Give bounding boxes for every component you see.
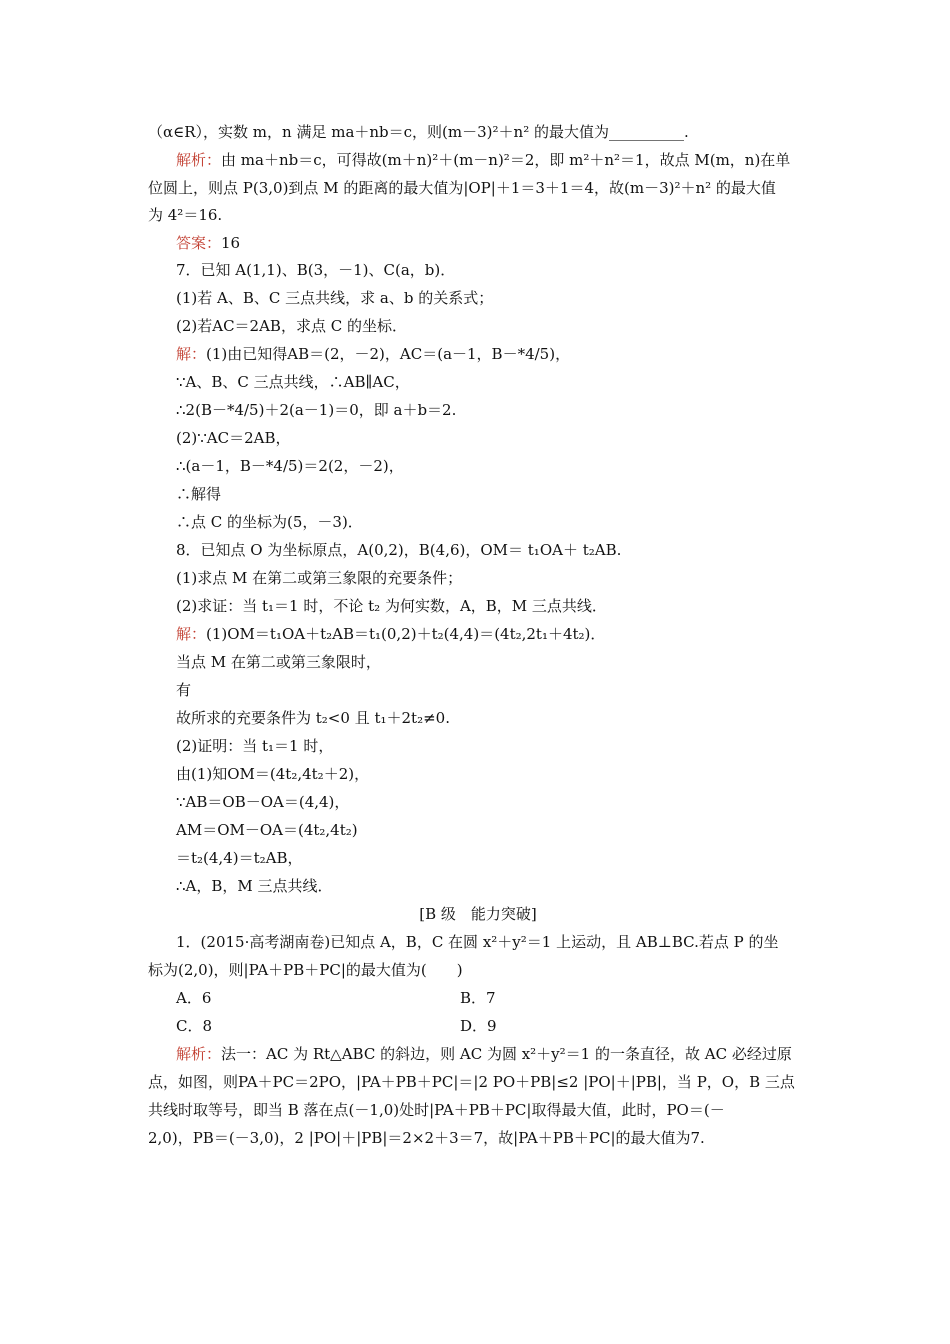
text-line: ∴(a－1，B－*4/5)＝2(2，－2)， — [176, 457, 404, 475]
text-line: ＝t₂(4,4)＝t₂AB， — [176, 849, 303, 867]
text-line: 8．已知点 O 为坐标原点，A(0,2)，B(4,6)，OM＝ t₁OA＋ t₂AB. — [176, 541, 622, 559]
solution-label: 解析： — [176, 1045, 222, 1063]
solution-label: 解： — [176, 625, 207, 643]
text-line: ∴2(B－*4/5)＋2(a－1)＝0，即 a＋b＝2. — [176, 401, 457, 419]
text-line: 共线时取等号，即当 B 落在点(－1,0)处时|PA＋PB＋PC|取得最大值，此时，PO＝(－ — [148, 1101, 725, 1119]
text-line: 答案：16 — [176, 234, 241, 252]
text-line: 有 — [176, 681, 192, 699]
text-line: 解：(1)由已知得AB＝(2，－2)，AC＝(a－1，B－*4/5)， — [176, 345, 571, 363]
answer-label: 答案： — [176, 234, 222, 252]
text-line: 为 4²＝16. — [148, 206, 223, 224]
text-line: (2)求证：当 t₁＝1 时，不论 t₂ 为何实数，A，B，M 三点共线． — [176, 597, 607, 615]
option-c: C．8 — [176, 1017, 213, 1035]
text-line: (1)若 A、B、C 三点共线，求 a、b 的关系式； — [176, 289, 494, 307]
text-line: 7．已知 A(1,1)、B(3，－1)、C(a，b)． — [176, 261, 456, 279]
text-line: AM＝OM－OA＝(4t₂,4t₂) — [176, 821, 358, 839]
text-line: ∴A，B，M 三点共线． — [176, 877, 333, 895]
text-line: 故所求的充要条件为 t₂<0 且 t₁＋2t₂≠0. — [176, 709, 450, 727]
text-line: ∵A、B、C 三点共线，∴AB∥AC， — [176, 373, 410, 391]
text-line: （α∈R），实数 m，n 满足 ma＋nb＝c，则(m－3)²＋n² 的最大值为__________. — [148, 123, 689, 141]
text-line: 解：(1)OM＝t₁OA＋t₂AB＝t₁(0,2)＋t₂(4,4)＝(4t₂,2t₁＋4t₂)． — [176, 625, 606, 643]
text-line: (2)证明：当 t₁＝1 时， — [176, 737, 334, 755]
question-line: 标为(2,0)，则|PA＋PB＋PC|的最大值为( ) — [148, 961, 463, 979]
text-line: ∴点 C 的坐标为(5，－3)． — [176, 513, 363, 531]
text-line: 由(1)知OM＝(4t₂,4t₂＋2)， — [176, 765, 370, 783]
text-line: 位圆上，则点 P(3,0)到点 M 的距离的最大值为|OP|＋1＝3＋1＝4，故(m－3)²＋n² 的最大值 — [148, 179, 776, 197]
solution-label: 解： — [176, 345, 207, 363]
text-line: 解析：由 ma＋nb＝c，可得故(m＋n)²＋(m－n)²＝2，即 m²＋n²＝1，故点 M(m，n)在单 — [176, 151, 791, 169]
text-line: ∵AB＝OB－OA＝(4,4)， — [176, 793, 350, 811]
option-b: B．7 — [460, 989, 496, 1007]
text-line: (1)求点 M 在第二或第三象限的充要条件； — [176, 569, 463, 587]
option-d: D．9 — [460, 1017, 497, 1035]
text-line: (2)若AC＝2AB，求点 C 的坐标． — [176, 317, 407, 335]
text-line: 解析：法一：AC 为 Rt△ABC 的斜边，则 AC 为圆 x²＋y²＝1 的一条直径，故 AC 必经过原 — [176, 1045, 792, 1063]
solution-label: 解析： — [176, 151, 222, 169]
text-line: 当点 M 在第二或第三象限时， — [176, 653, 381, 671]
text-line: 点，如图，则PA＋PC＝2PO，|PA＋PB＋PC|＝|2 PO＋PB|≤2 |PO|＋|PB|，当 P，O，B 三点 — [148, 1073, 795, 1091]
text-line: (2)∵AC＝2AB， — [176, 429, 291, 447]
question-line: 1．(2015·高考湖南卷)已知点 A，B，C 在圆 x²＋y²＝1 上运动，且 AB⊥BC.若点 P 的坐 — [176, 933, 779, 951]
text-line: ∴解得 — [176, 485, 222, 503]
option-a: A．6 — [176, 989, 212, 1007]
section-title: [B 级 能力突破] — [419, 905, 537, 923]
text-line: 2,0)，PB＝(－3,0)，2 |PO|＋|PB|＝2×2＋3＝7，故|PA＋PB＋PC|的最大值为7. — [148, 1129, 705, 1147]
